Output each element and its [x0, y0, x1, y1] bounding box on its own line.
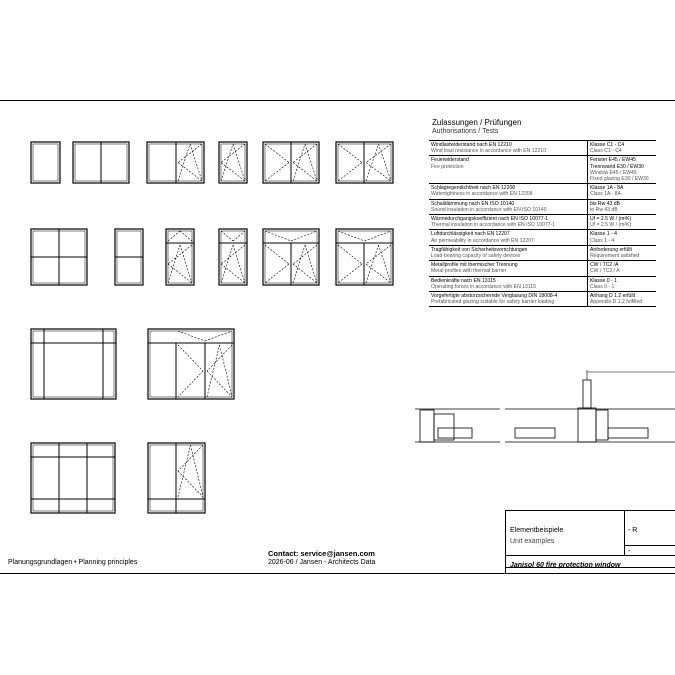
spec-property-en: Air permeability in accordance with EN 12207	[431, 237, 534, 244]
opening-indicator	[178, 144, 190, 181]
spec-property-en: Load-bearing capacity of safety devices	[431, 253, 521, 260]
spec-row	[429, 292, 656, 307]
section-profile	[434, 414, 454, 440]
opening-indicator	[207, 345, 232, 371]
spec-property-en: Fire protection	[431, 163, 464, 170]
spec-property-de: Metallprofile mit thermischer Trennung	[431, 262, 518, 269]
spec-property	[429, 156, 588, 184]
spec-property-en: Wind load resistance in accordance with EN 12210	[431, 148, 546, 155]
spec-value	[588, 292, 657, 307]
window-frame	[31, 142, 60, 183]
opening-indicator	[178, 163, 202, 182]
window-frame-inner	[168, 231, 192, 283]
opening-indicator	[207, 371, 232, 397]
section-profile	[438, 428, 472, 438]
opening-indicator	[265, 245, 289, 264]
product-name: Janisol 60 fire protection window	[510, 562, 621, 569]
spec-property-en: Watertightness in accordance with EN 12208	[431, 191, 533, 198]
opening-indicator	[221, 245, 233, 283]
spec-value-de: Fenster E45 / EW45 Trennwand E30 / EW30	[590, 157, 644, 170]
opening-indicator	[205, 331, 232, 341]
opening-indicator	[168, 245, 180, 283]
opening-indicator	[233, 231, 245, 241]
window-frame	[31, 443, 115, 513]
spec-property-de: Windlastwiderstand nach EN 12210	[431, 142, 512, 148]
opening-indicator	[178, 371, 203, 397]
opening-indicator	[180, 245, 192, 283]
section-title: Zulassungen / Prüfungen	[432, 118, 522, 127]
opening-indicator	[265, 144, 289, 163]
spec-property-en: Metal profiles with thermal barrier	[431, 268, 507, 275]
section-profile	[515, 428, 555, 438]
spec-property	[429, 184, 588, 199]
opening-indicator	[207, 345, 220, 397]
opening-indicator	[221, 144, 233, 181]
opening-indicator	[168, 231, 180, 241]
spec-property-en: Prefabricated glazing suitable for safety barrier loading	[431, 299, 555, 306]
spec-value-de: Anhang D 1.2 erfüllt	[590, 293, 636, 300]
spec-value-de: Anforderung erfüllt	[590, 246, 632, 253]
spec-row	[429, 230, 656, 245]
spec-value-de: Klasse 0 - 1	[590, 277, 617, 284]
opening-indicator	[220, 345, 233, 397]
section-profile	[420, 410, 434, 442]
spec-value	[588, 156, 657, 184]
window-frame-inner	[33, 445, 113, 511]
revision-label: - R	[628, 527, 638, 534]
spec-value	[588, 276, 657, 291]
section-profile	[578, 408, 596, 442]
spec-property-de: Schlagregendichtheit nach EN 12208	[431, 185, 516, 192]
spec-value-de: CW / TC2 /A	[590, 262, 619, 269]
spec-value-de: Klasse 1 - 4	[590, 231, 617, 238]
window-frame-inner	[33, 331, 114, 397]
spec-property	[429, 276, 588, 291]
spec-property-de: Vorgefertigte absturzsichernde Verglasung DIN 18008-4	[431, 293, 558, 300]
window-frame	[148, 329, 234, 399]
opening-indicator	[305, 245, 317, 283]
spec-value-en: to Rw 43 dB	[590, 206, 618, 213]
opening-indicator	[366, 245, 379, 283]
opening-indicator	[305, 144, 317, 181]
spec-value-en: Window E45 / EW45 Fixed glazing E30 / EW30	[590, 169, 649, 183]
section-profile	[608, 428, 648, 438]
unit-examples-title-de: Elementbeispiele	[510, 527, 564, 534]
opening-indicator	[365, 231, 392, 241]
opening-indicator	[338, 245, 362, 264]
opening-indicator	[221, 245, 245, 264]
specs-table	[429, 140, 656, 307]
opening-indicator	[233, 144, 245, 181]
spec-value	[588, 215, 657, 230]
opening-indicator	[366, 144, 391, 163]
opening-indicator	[293, 245, 305, 283]
spec-property	[429, 292, 588, 307]
opening-indicator	[190, 144, 202, 181]
spec-value-de: Uf = 2.5 W / (m²K)	[590, 216, 632, 223]
opening-indicator	[366, 144, 379, 181]
spec-property-de: Tragfähigkeit von Sicherheitsvorrichtungen	[431, 246, 528, 253]
spec-value-de: bis Rw 43 dB	[590, 200, 621, 207]
unit-examples-title-en: Unit examples	[510, 538, 555, 545]
publication-info: 2026-06 / Jansen - Architects Data	[268, 559, 376, 566]
spec-property-de: Wärmedurchgangskoeffizient nach EN ISO 10077-1	[431, 216, 549, 223]
opening-indicator	[338, 144, 362, 163]
revision-value: -	[628, 548, 631, 555]
opening-indicator	[191, 445, 204, 497]
spec-property-de: Feuerwiderstand	[431, 157, 469, 164]
spec-property-en: Operating forces in accordance with EN 13115	[431, 283, 536, 290]
spec-value-en: Requirement satisfied	[590, 253, 640, 260]
spec-value-de: Klasse C1 - C4	[590, 142, 625, 148]
opening-indicator	[338, 231, 365, 241]
spec-row	[429, 276, 656, 291]
opening-indicator	[366, 264, 391, 283]
spec-property-de: Luftdurchlässigkeit nach EN 12207	[431, 231, 510, 238]
spec-row	[429, 215, 656, 230]
section-profile	[583, 380, 591, 408]
opening-indicator	[379, 144, 392, 181]
opening-indicator	[379, 245, 392, 283]
spec-value	[588, 141, 657, 156]
opening-indicator	[221, 163, 245, 182]
spec-value-en: Class 1 - 4	[590, 237, 615, 244]
window-frame-inner	[150, 331, 232, 397]
spec-value-de: Klasse 1A - 8A	[590, 185, 624, 192]
opening-indicator	[221, 144, 245, 163]
opening-indicator	[293, 144, 305, 181]
spec-property	[429, 230, 588, 245]
opening-indicator	[178, 345, 203, 371]
spec-property	[429, 215, 588, 230]
opening-indicator	[366, 245, 391, 264]
spec-property	[429, 141, 588, 156]
opening-indicator	[221, 264, 245, 283]
opening-indicator	[293, 264, 317, 283]
spec-value	[588, 245, 657, 260]
title-block	[505, 510, 675, 574]
opening-indicator	[233, 245, 245, 283]
window-frame-inner	[33, 144, 58, 181]
section-profile	[596, 410, 608, 440]
opening-indicator	[178, 471, 203, 497]
spec-value	[588, 199, 657, 214]
opening-indicator	[338, 264, 362, 283]
opening-indicator	[178, 445, 203, 471]
spec-value	[588, 261, 657, 276]
spec-row	[429, 261, 656, 276]
opening-indicator	[221, 231, 233, 241]
spec-property	[429, 261, 588, 276]
opening-indicator	[293, 144, 317, 163]
opening-indicator	[265, 163, 289, 182]
opening-indicator	[338, 163, 362, 182]
opening-indicator	[265, 264, 289, 283]
spec-value-en: Uf = 2.5 W / (m²K)	[590, 222, 632, 229]
spec-row	[429, 156, 656, 184]
opening-indicator	[265, 231, 291, 241]
window-frame-inner	[221, 144, 245, 181]
opening-indicator	[178, 331, 205, 341]
opening-indicator	[293, 163, 317, 182]
spec-property-en: Sound insulation in accordance with EN ISO 10140	[431, 206, 547, 213]
spec-property-de: Schalldämmung nach EN ISO 10140	[431, 200, 515, 207]
window-frame	[219, 142, 247, 183]
opening-indicator	[366, 163, 391, 182]
spec-property	[429, 245, 588, 260]
opening-indicator	[168, 245, 192, 264]
section-subtitle: Authorisations / Tests	[432, 128, 499, 135]
opening-indicator	[178, 144, 202, 163]
spec-row	[429, 199, 656, 214]
contact-email: Contact: service@jansen.com	[268, 549, 375, 558]
spec-property-en: Thermal insulation in accordance with EN ISO 10077-1	[431, 222, 556, 229]
opening-indicator	[168, 264, 192, 283]
spec-row	[429, 184, 656, 199]
spec-property	[429, 199, 588, 214]
opening-indicator	[293, 245, 317, 264]
spec-value-en: Class 0 - 1	[590, 283, 615, 290]
spec-value-en: CW / TC2 / A	[590, 268, 620, 275]
spec-row	[429, 141, 656, 156]
spec-row	[429, 245, 656, 260]
window-frame-inner	[221, 231, 245, 283]
spec-value-en: Class 1A - 8A	[590, 191, 621, 198]
spec-value-en: Appendix D.1.2 fulfilled	[590, 299, 643, 306]
opening-indicator	[180, 231, 192, 241]
spec-value	[588, 230, 657, 245]
opening-indicator	[178, 445, 191, 497]
spec-property-de: Bedienkräfte nach EN 13115	[431, 277, 496, 284]
opening-indicator	[291, 231, 317, 241]
spec-value-en: Class C1 - C4	[590, 148, 622, 155]
spec-value	[588, 184, 657, 199]
footer-planning-principles: Planungsgrundlagen • Planning principles	[8, 559, 138, 566]
